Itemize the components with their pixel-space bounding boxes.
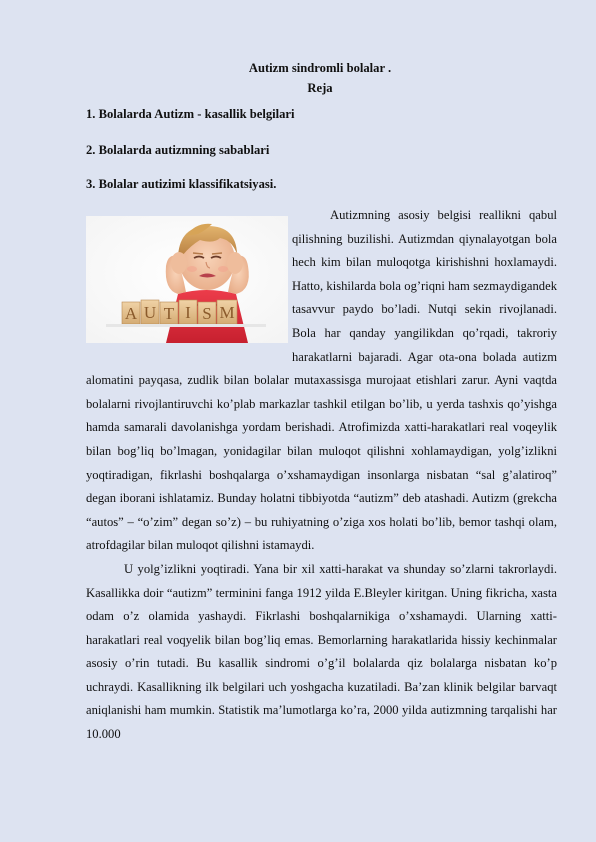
svg-text:U: U [143, 303, 157, 322]
paragraph-2: U yolg’izlikni yoqtiradi. Yana bir xil xatti-harakat va shunday so’zlarni takrorlaydi. Kasallikka doir “autizm” terminini fanga 1912 yilda E.Bleyler kiritgan. Uning fikricha, xasta odam o’z olamida yashaydi. Fikrlashi boshqalarnikiga o’xshamaydi. Ularning xatti-harakatlari real voqyelik bilan bog’liq emas. Bemorlarning harakatlarida hissiy kechinmalar asosiy o’rin tutadi. Bu kasallik sindromi o’g’il bolalarda qiz bolalarga nisbatan ko’p uchraydi. Kasallikning ilk belgilari uch yoshgacha kuzatiladi. Ba’zan klinik belgilar barvaqt aniqlanishi ham mumkin. Statistik ma’lumotlarga ko’ra, 2000 yilda autizmning tarqalishi har 10.000 [86, 561, 557, 742]
svg-text:I: I [185, 303, 191, 322]
autism-letter-blocks [122, 300, 237, 324]
plan-heading: Reja [307, 81, 333, 95]
child-illustration [86, 216, 288, 343]
svg-text:M: M [219, 303, 235, 322]
svg-text:S: S [202, 304, 212, 323]
svg-text:A: A [124, 304, 138, 323]
autism-child-image [86, 216, 288, 343]
plan-item-2: 2. Bolalarda autizmning sabablari [86, 143, 270, 157]
paragraph-1: Autizmning asosiy belgisi reallikni qabul qilishning buzilishi. Autizmdan qiynalayotgan bola hech kim bilan muloqotga kirishishni hoxlamaydi. Hatto, kishilarda bola og’riqni ham sezmaydigandek tasavvur paydo bo’ladi. Nutqi sekin rivojlanadi. Bola har qanday yangilikdan qo’rqadi, takroriy harakatlarni bajaradi. Agar ota-ona bolada autizm alomatini payqasa, zudlik bilan bolalar mutaxassisga murojaat etishlari zarur. Ayni vaqtda bolalarni rivojlantiruvchi ko’plab markazlar tashkil etilgan bo’lib, u yerda tashxis qo’yishga hamda samarali davolanishga yordam berishadi. Atrofimizda xatti-harakatlari real voqeylik bilan bog’liq bo’lmagan, yonidagilar bilan muloqot qilishni xohlamaydigan, yolg’izlikni yoqtiradigan, fikrlashi boshqalarga o’xshamaydigan insonlarga nisbatan “sal g’alatiroq” degan iborani ishlatamiz. Bunday holatni tibbiyotda “autizm” deb atashadi. Autizm (grekcha “autos” – “o’zim” degan so’z) – bu ruhiyatning o’ziga xos holati bo’lib, bemor tashqi olam, atrofdagilar bilan muloqot qilishni istamaydi. [86, 208, 557, 553]
svg-text:T: T [163, 304, 175, 323]
plan-item-3: 3. Bolalar autizimi klassifikatsiyasi. [86, 177, 277, 191]
document-title: Autizm sindromli bolalar . [248, 61, 392, 75]
plan-item-1: 1. Bolalarda Autizm - kasallik belgilari [86, 107, 295, 121]
